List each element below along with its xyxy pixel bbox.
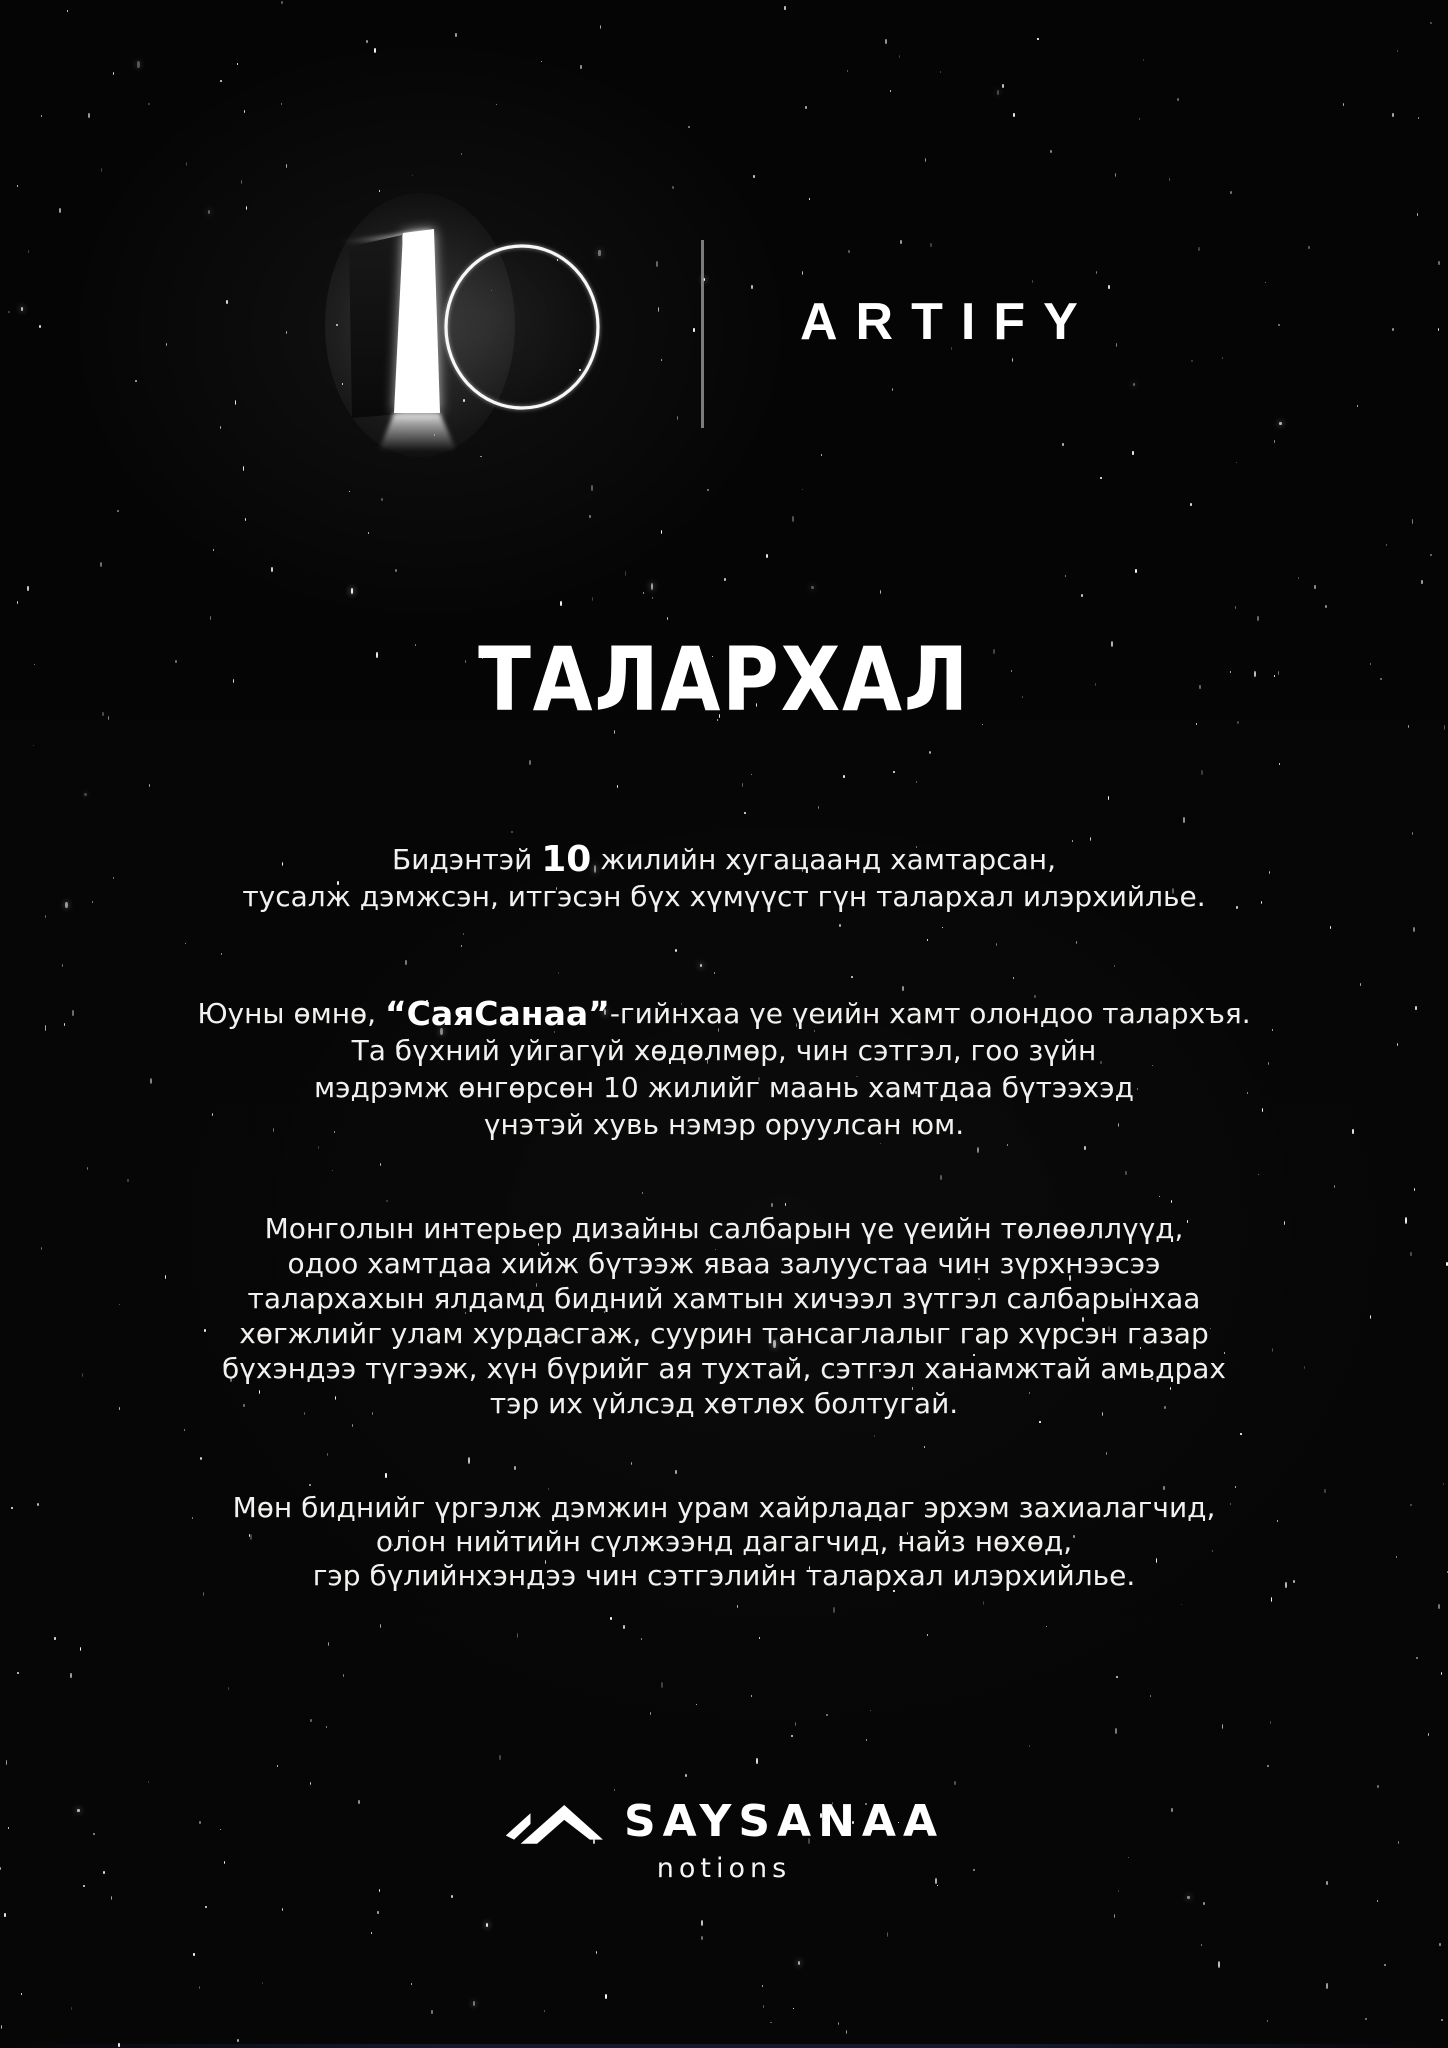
logo-divider-line [701,240,704,428]
artify-wordmark: ARTIFY [800,293,1096,351]
saysanaa-brand-inline: “СаяСанаа” [384,994,610,1033]
industry-line-3: талархахын ялдамд бидний хамтын хичээл зүтгэл салбарынхаа [247,1282,1201,1315]
supporters-line-1: Мөн биднийг үргэлж дэмжин урам хайрладаг эрхэм захиалагчид, [232,1491,1216,1524]
intro-line-1 [0,841,1448,878]
mountain-chevron [521,1805,603,1844]
intro-10-number: 10 [541,839,592,880]
page-title: ТАЛАРХАЛ [478,628,970,731]
intro-paragraph [0,841,1448,915]
supporters-paragraph [0,1491,1448,1593]
saysanaa-line-1 [0,995,1448,1032]
saysanaa-line1-pre: Юуны өмнө, [197,997,385,1030]
industry-line-4: хөгжлийг улам хурдасгаж, суурин тансаглалыг гар хүрсэн газар [239,1317,1209,1350]
industry-paragraph [0,1211,1448,1421]
supporters-line-3: гэр бүлийнхэндээ чин сэтгэлийн талархал илэрхийлье. [312,1559,1136,1592]
industry-line-2: одоо хамтдаа хийж бүтээж яваа залуустаа чин зүрхнээсээ [287,1247,1161,1280]
saysanaa-wordmark: SAYSANAA [623,1795,945,1847]
supporters-line-2: олон нийтийн сүлжээнд дагагчид, найз нөхөд, [375,1525,1073,1558]
bottom-edge-tint [0,2044,1448,2048]
intro-line-2: тусалж дэмжсэн, итгэсэн бүх хүмүүст гүн талархал илэрхийлье. [242,880,1206,913]
open-door-panel [349,235,402,418]
saysanaa-line-4: үнэтэй хувь нэмэр оруулсан юм. [483,1108,965,1141]
industry-line-5: бүхэндээ түгээж, хүн бүрийг ая тухтай, сэтгэл ханамжтай амьдрах [222,1352,1226,1385]
saysanaa-line-3: мэдрэмж өнгөрсөн 10 жилийг маань хамтдаа бүтээхэд [314,1071,1134,1104]
intro-line1-post: жилийн хугацаанд хамтарсан, [591,843,1056,876]
anniversary-10-door-logo [330,215,620,460]
saysanaa-line-2: Та бүхний уйгагүй хөдөлмөр, чин сэтгэл, гоо зүйн [351,1034,1097,1067]
saysanaa-paragraph [0,995,1448,1143]
mountain-left-wing [506,1813,531,1839]
industry-line-6: тэр их үйлсэд хөтлөх болтугай. [489,1387,959,1420]
industry-line-1: Монголын интерьер дизайны салбарын үе үеийн төлөөллүүд, [264,1212,1184,1245]
saysanaa-line1-post: -гийнхаа үе үеийн хамт олондоо талархъя. [609,997,1251,1030]
intro-line1-pre: Бидэнтэй [392,843,542,876]
mountain-icon [504,1796,608,1847]
footer-logo-row [504,1796,944,1847]
notions-subtitle: notions [656,1853,792,1884]
footer-logo [0,1796,1448,1882]
